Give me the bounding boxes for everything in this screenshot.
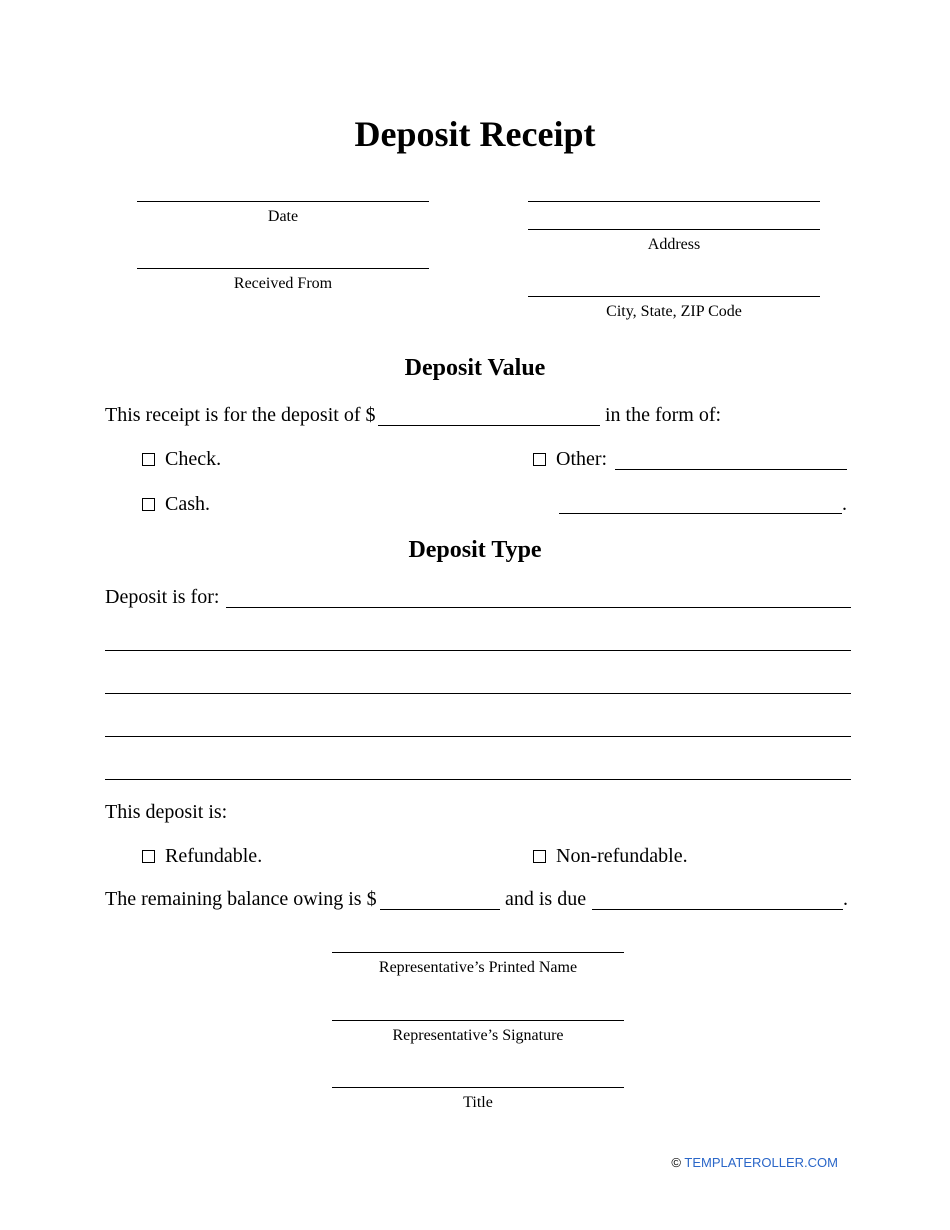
balance-text-start: The remaining balance owing is $ — [105, 888, 377, 910]
templateroller-link[interactable]: TEMPLATEROLLER.COM — [684, 1155, 838, 1170]
deposit-for-line-5[interactable] — [105, 779, 851, 780]
option-non-refundable-label: Non-refundable. — [556, 845, 688, 867]
signature-label: Representative’s Signature — [392, 1027, 564, 1044]
deposit-type-heading: Deposit Type — [408, 537, 542, 563]
balance-due-date-line[interactable] — [592, 909, 843, 910]
option-cash[interactable] — [142, 492, 210, 516]
address-line-2[interactable] — [528, 229, 820, 230]
deposit-amount-sentence-start: This receipt is for the deposit of $ — [105, 404, 376, 426]
checkbox-icon[interactable] — [142, 850, 155, 863]
deposit-status-label: This deposit is: — [105, 801, 228, 823]
option-refundable-label: Refundable. — [165, 845, 263, 867]
received-from-line[interactable] — [137, 268, 429, 269]
other-specify-line-2[interactable] — [559, 513, 842, 514]
option-check[interactable] — [142, 447, 221, 471]
checkbox-icon[interactable] — [533, 453, 546, 466]
deposit-value-heading: Deposit Value — [404, 355, 546, 381]
deposit-for-line-3[interactable] — [105, 693, 851, 694]
received-from-label: Received From — [233, 275, 333, 292]
deposit-for-label: Deposit is for: — [105, 586, 220, 608]
address-label: Address — [647, 236, 701, 253]
option-other-label: Other: — [556, 448, 608, 470]
printed-name-line[interactable] — [332, 952, 624, 953]
city-state-zip-line[interactable] — [528, 296, 820, 297]
option-non-refundable[interactable] — [533, 844, 688, 868]
document-title: Deposit Receipt — [354, 114, 596, 154]
option-check-label: Check. — [165, 448, 222, 470]
signature-line[interactable] — [332, 1020, 624, 1021]
deposit-for-line-2[interactable] — [105, 650, 851, 651]
printed-name-label: Representative’s Printed Name — [378, 959, 578, 976]
deposit-amount-sentence-end: in the form of: — [605, 404, 722, 426]
title-label: Title — [463, 1094, 493, 1111]
title-line[interactable] — [332, 1087, 624, 1088]
balance-amount-line[interactable] — [380, 909, 500, 910]
checkbox-icon[interactable] — [142, 453, 155, 466]
date-label: Date — [267, 208, 299, 225]
deposit-amount-line[interactable] — [378, 425, 600, 426]
deposit-for-line[interactable] — [226, 607, 851, 608]
city-state-zip-label: City, State, ZIP Code — [606, 303, 742, 320]
checkbox-icon[interactable] — [142, 498, 155, 511]
option-cash-label: Cash. — [165, 493, 210, 515]
option-other[interactable] — [533, 447, 607, 471]
balance-period: . — [843, 888, 848, 910]
date-line[interactable] — [137, 201, 429, 202]
footer — [671, 1155, 838, 1171]
address-line-1[interactable] — [528, 201, 820, 202]
deposit-for-line-4[interactable] — [105, 736, 851, 737]
option-refundable[interactable] — [142, 844, 262, 868]
other-specify-period: . — [842, 493, 847, 515]
copyright-icon: © — [671, 1155, 681, 1170]
checkbox-icon[interactable] — [533, 850, 546, 863]
other-specify-line-1[interactable] — [615, 469, 847, 470]
balance-text-middle: and is due — [505, 888, 587, 910]
